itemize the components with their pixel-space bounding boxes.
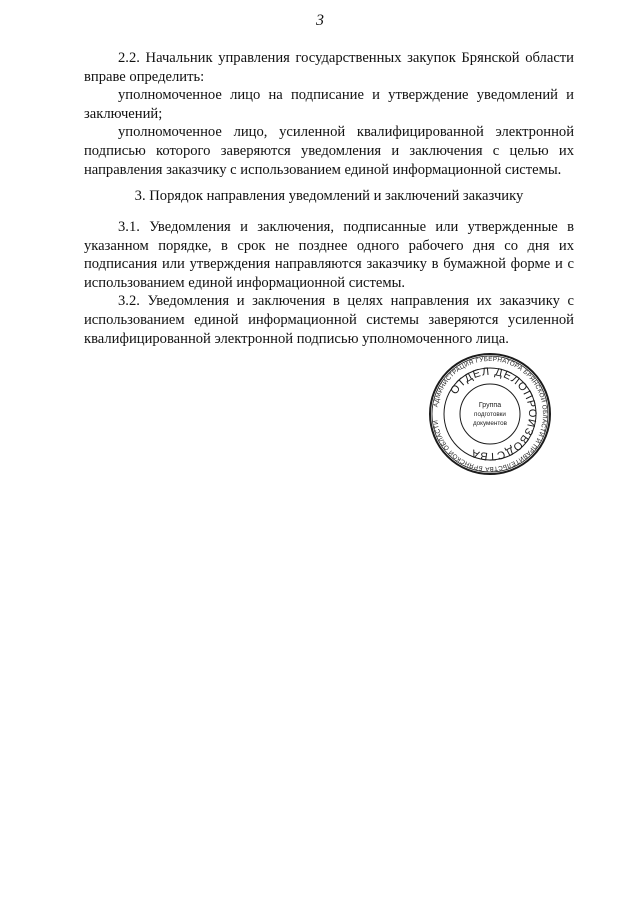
- seal-center-line-2: подготовки: [474, 411, 506, 418]
- paragraph-authorized-e-signature: уполномоченное лицо, усиленной квалифицированной электронной подписью которого заверяются уведомления и заключения с целью их направления заказчику с использованием единой информационной системы.: [84, 124, 574, 178]
- paragraph-authorized-signer: уполномоченное лицо на подписание и утверждение уведомлений и заключений;: [84, 87, 574, 122]
- seal-outer-text: АДМИНИСТРАЦИЯ ГУБЕРНАТОРА БРЯНСКОЙ ОБЛАСТИ И ПРАВИТЕЛЬСТВА БРЯНСКОЙ ОБЛАСТИ: [432, 355, 549, 473]
- section-2-block: [84, 49, 574, 179]
- paragraph-3-2: 3.2. Уведомления и заключения в целях направления их заказчику с использованием единой информационной системы заверяются усиленной квалифицированной электронной подписью уполномоченного лица.: [84, 293, 574, 347]
- page-number: 3: [316, 12, 324, 29]
- paragraph-3-1: 3.1. Уведомления и заключения, подписанные или утвержденные в указанном порядке, в срок не позднее одного рабочего дня со дня их подписания или утверждения направляются заказчику в бумажной форме и с использованием единой информационной системы.: [84, 219, 574, 291]
- seal-graphic: [428, 352, 552, 476]
- section-3-heading: 3. Порядок направления уведомлений и заключений заказчику: [134, 188, 524, 204]
- paragraph-2-2: 2.2. Начальник управления государственных закупок Брянской области вправе определить:: [84, 50, 574, 85]
- seal-center-line-3: документов: [472, 420, 508, 427]
- section-3-block: [84, 218, 574, 348]
- seal-ring-text: ОТДЕЛ ДЕЛОПРОИЗВОДСТВА: [448, 365, 539, 463]
- seal-center-line-1: Группа: [478, 402, 502, 409]
- office-seal-stamp: [428, 352, 552, 476]
